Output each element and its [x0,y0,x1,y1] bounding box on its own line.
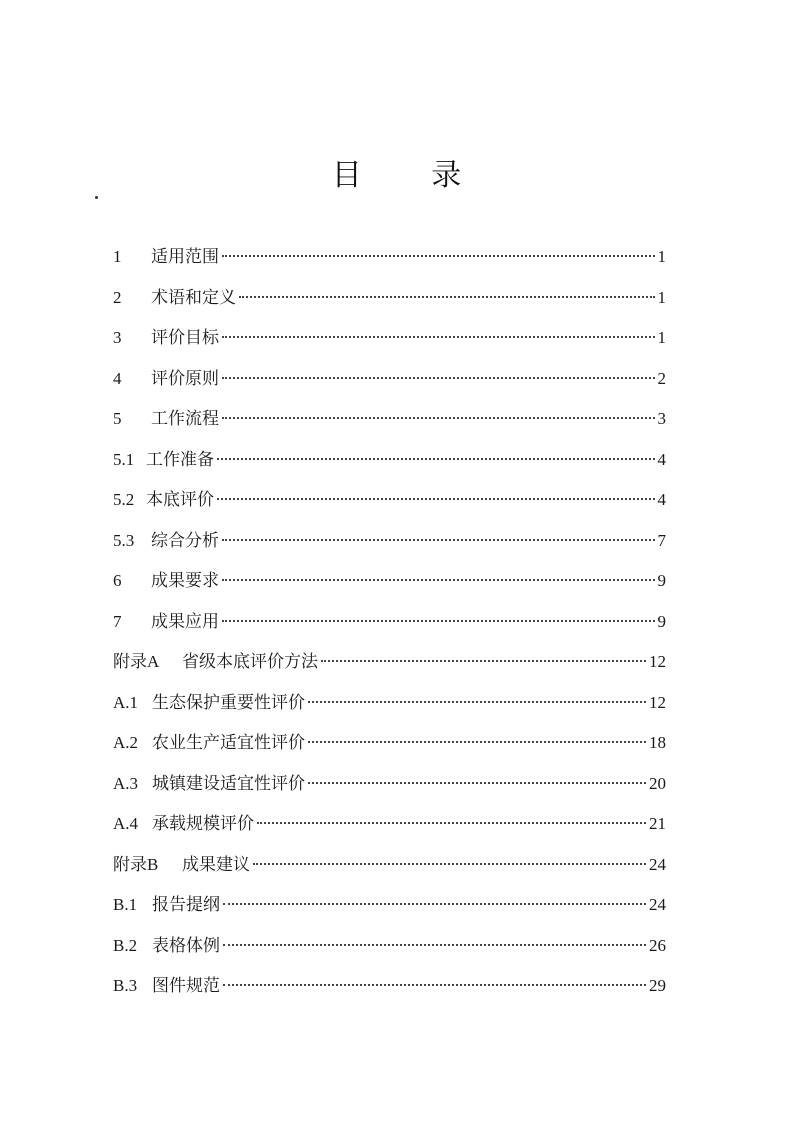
toc-dot-leader [223,944,646,946]
toc-entry-title: 表格体例 [152,935,220,956]
toc-entry[interactable] [113,480,666,521]
toc-dot-leader [223,984,646,986]
toc-dot-leader [222,336,655,338]
toc-entry-page: 4 [657,449,666,469]
toc-entry-title: 工作准备 [146,449,214,470]
toc-entry-number: 6 [113,571,122,590]
toc-entry-number: 5 [113,409,122,428]
toc-entry[interactable] [113,359,666,400]
toc-entry-title: 承载规模评价 [152,814,254,834]
toc-entry[interactable] [113,602,666,643]
toc-entry[interactable] [113,278,666,319]
toc-dot-leader [308,741,646,743]
toc-entry-page: 1 [657,247,666,266]
toc-entry-title: 评价目标 [151,328,219,348]
toc-entry[interactable] [113,318,666,359]
toc-dot-leader [222,255,655,257]
toc-entry[interactable] [113,399,666,440]
toc-dot-leader [253,863,646,865]
toc-dot-leader [217,458,655,460]
toc-entry-page: 9 [657,571,666,590]
toc-entry-page: 4 [657,490,666,509]
toc-entry-number: B.3 [113,976,138,995]
toc-entry-number: B.1 [113,895,138,914]
toc-entry-number: 5.1 [113,449,135,469]
toc-entry[interactable] [113,561,666,602]
toc-entry-number: 3 [113,328,122,347]
toc-dot-leader [308,782,646,784]
toc-entry[interactable] [113,885,666,926]
toc-entry-page: 26 [649,935,666,955]
toc-entry-title: 成果要求 [151,571,219,591]
toc-entry-number: A.2 [113,733,139,752]
toc-dot-leader [217,498,655,500]
toc-dot-leader [239,296,655,298]
toc-entry-page: 18 [649,733,666,752]
toc-dot-leader [222,377,655,379]
toc-entry-page: 24 [649,895,666,914]
toc-entry-title: 工作流程 [151,409,219,429]
toc-entry-title: 评价原则 [151,368,219,389]
toc-entry-page: 21 [649,814,666,833]
toc-entry[interactable] [113,926,666,967]
toc-entry-page: 24 [649,854,666,874]
toc-entry-title: 报告提纲 [152,895,220,915]
toc-entry-page: 1 [657,328,666,347]
toc-dot-leader [222,579,655,581]
toc-entry-title: 术语和定义 [151,287,236,308]
toc-dot-leader [222,417,655,419]
toc-entry[interactable] [113,237,666,278]
toc-dot-leader [223,903,646,905]
toc-entry-number: 2 [113,287,122,307]
toc-entry[interactable] [113,440,666,481]
toc-entry-page: 2 [657,368,666,388]
toc-entry[interactable] [113,804,666,845]
toc-entry-title: 本底评价 [146,490,214,510]
toc-entry-number: A.4 [113,814,139,833]
toc-entry[interactable] [113,764,666,805]
page-title: 目 录 [331,158,492,193]
toc-entry-title: 适用范围 [151,247,219,267]
scan-speck [95,196,98,199]
toc-entry-title: 省级本底评价方法 [182,652,318,672]
toc-entry-title: 图件规范 [152,976,220,996]
toc-entry[interactable] [113,845,666,886]
toc-entry-number: 4 [113,368,122,388]
toc-entry-title: 生态保护重要性评价 [152,692,305,713]
toc-entry-page: 12 [649,692,666,712]
toc-entry-page: 7 [657,530,666,550]
toc-entry[interactable] [113,723,666,764]
toc-entry-page: 20 [649,773,666,793]
toc-dot-leader [257,822,646,824]
toc-entry-number: 附录A [113,652,160,671]
toc-entry-title: 成果应用 [151,611,219,632]
toc-dot-leader [321,660,646,662]
toc-entry-number: 5.3 [113,530,135,550]
toc-entry-number: 7 [113,611,122,631]
toc-entry[interactable] [113,642,666,683]
toc-entry-title: 成果建议 [182,854,250,875]
toc-entry-title: 农业生产适宜性评价 [152,733,305,753]
toc-dot-leader [308,701,646,703]
toc-dot-leader [222,620,655,622]
toc-entry-number: 1 [113,247,122,266]
toc-entry-page: 29 [649,976,666,995]
toc-entry-page: 9 [657,611,666,631]
toc-entry[interactable] [113,521,666,562]
toc-entry[interactable] [113,966,666,1007]
toc-entry-title: 综合分析 [151,530,219,551]
toc-entry-number: A.1 [113,692,139,712]
toc-entry-number: A.3 [113,773,139,793]
toc-entry-number: 附录B [113,854,159,874]
toc-entry-number: 5.2 [113,490,135,509]
toc-dot-leader [222,539,655,541]
toc-entry-page: 3 [657,409,666,428]
toc-entry-title: 城镇建设适宜性评价 [152,773,305,794]
toc-entry-page: 12 [649,652,666,671]
toc-entry[interactable] [113,683,666,724]
table-of-contents [113,237,666,1007]
toc-entry-page: 1 [657,287,666,307]
toc-entry-number: B.2 [113,935,138,955]
